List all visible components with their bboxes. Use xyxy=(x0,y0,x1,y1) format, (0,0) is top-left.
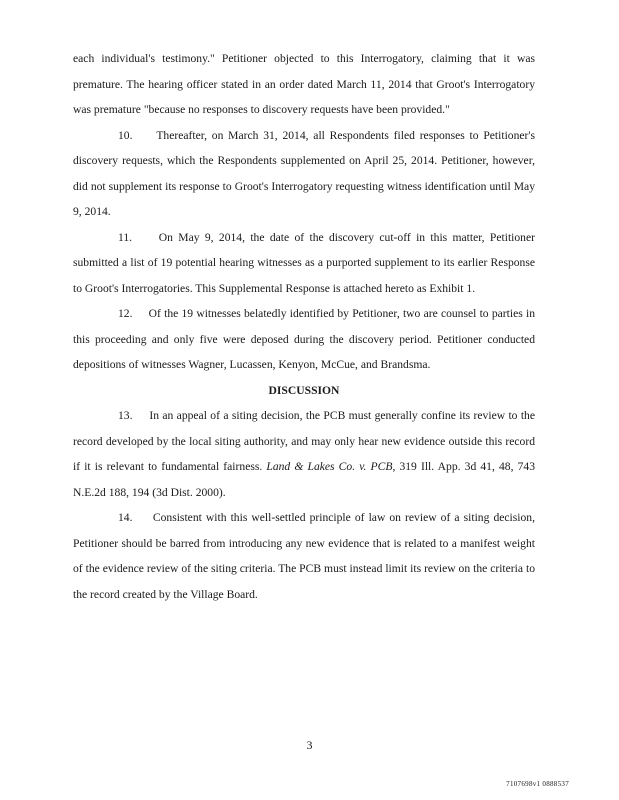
paragraph-13 xyxy=(73,403,535,505)
paragraph-14 xyxy=(73,505,535,607)
paragraph-12 xyxy=(73,301,535,378)
paragraph-number: 11. xyxy=(118,230,133,244)
citation-details: , 319 Ill. App. 3d 41, 48, 743 N.E.2d 188, 194 (3d Dist. 2000). xyxy=(73,460,535,499)
paragraph-text: Of the 19 witnesses belatedly identified by Petitioner, two are counsel to parties in this proceeding and only five were deposed during the discovery period. Petitioner conducted depositions of witnesses Wagner, Lucassen, Kenyon, McCue, and Brandsma. xyxy=(73,307,535,371)
paragraph-text: Consistent with this well-settled principle of law on review of a siting decision, Petitioner should be barred from introducing any new evidence that is related to a manifest weight of the evidence review of the siting criteria. The PCB must instead limit its review on the criteria to the record created by the Village Board. xyxy=(73,511,535,601)
page-number: 3 xyxy=(306,738,313,752)
paragraph-text: In an appeal of a siting decision, the PCB must generally confine its review to the record developed by the local siting authority, and may only hear new evidence outside this record if it is relevant to fundamental fairness. xyxy=(73,409,536,473)
continuation-paragraph: each individual's testimony." Petitioner objected to this Interrogatory, claiming that it was premature. The hearing officer stated in an order dated March 11, 2014 that Groot's Interrogatory was premature "because no responses to discovery requests have been provided." xyxy=(73,52,535,116)
case-citation: Land & Lakes Co. v. PCB xyxy=(266,460,393,473)
section-heading: DISCUSSION xyxy=(268,383,340,397)
paragraph-11 xyxy=(73,225,535,302)
paragraph-text: On May 9, 2014, the date of the discovery cut-off in this matter, Petitioner submitted a list of 19 potential hearing witnesses as a purported supplement to its earlier Response to Groot's Interrogatories. This Supplemental Response is attached hereto as Exhibit 1. xyxy=(73,230,535,295)
paragraph-number: 14. xyxy=(118,511,133,524)
paragraph-text: Thereafter, on March 31, 2014, all Respondents filed responses to Petitioner's discovery requests, which the Respondents supplemented on April 25, 2014. Petitioner, however, did not supplement its response to Groot's Interrogatory requesting witness identification until May 9, 2014. xyxy=(73,128,535,218)
body-text xyxy=(73,46,535,607)
paragraph-10 xyxy=(73,123,535,225)
paragraph-number: 12. xyxy=(118,307,133,320)
paragraph-number: 13. xyxy=(118,409,133,422)
document-id: 7107698v1 0888537 xyxy=(506,780,569,788)
paragraph-number: 10. xyxy=(118,128,133,142)
